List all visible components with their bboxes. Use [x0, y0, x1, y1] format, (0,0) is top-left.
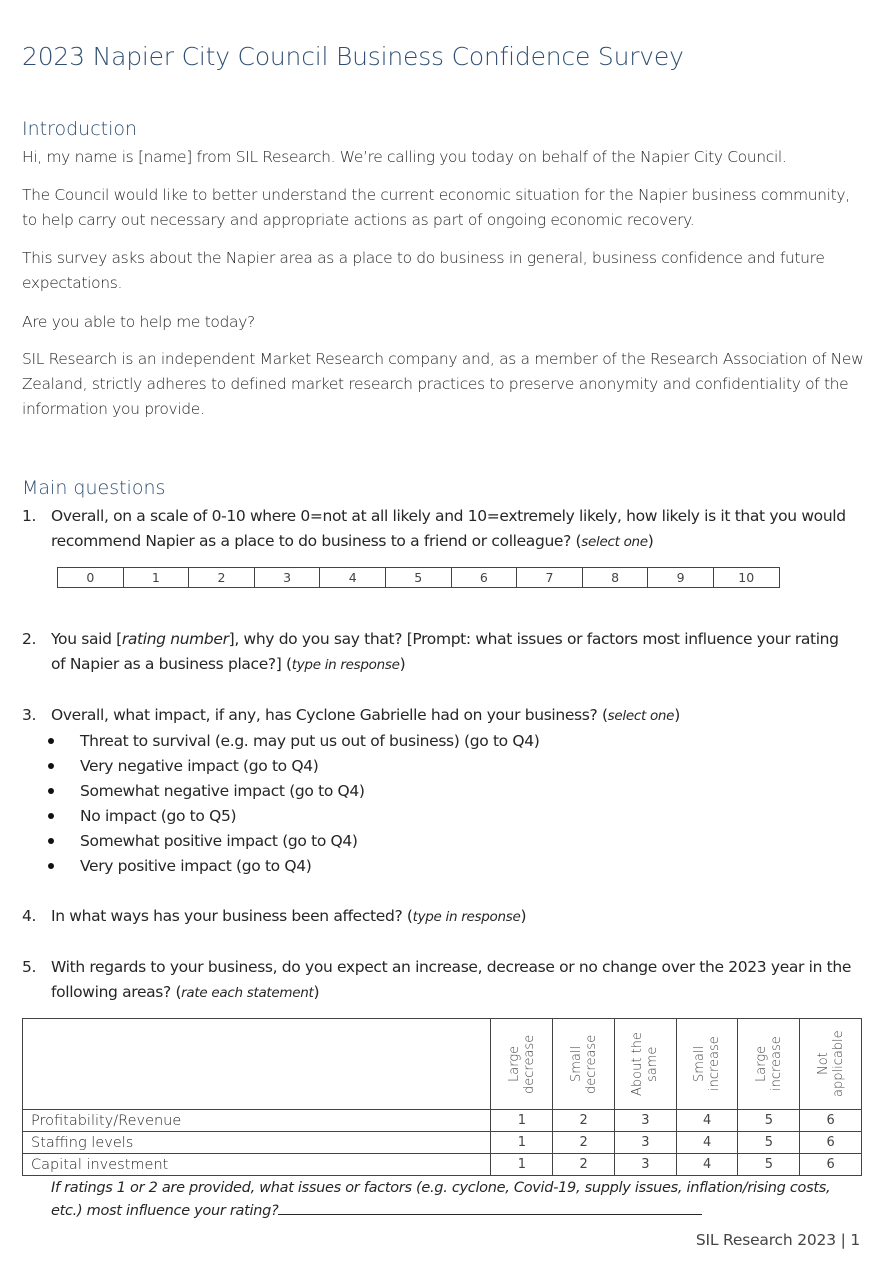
grid-rating-cell[interactable]: 1	[491, 1154, 553, 1176]
follow-up-note: If ratings 1 or 2 are provided, what issues or factors (e.g. cyclone, Covid-19, supply issues, inflation/rising costs, etc.) most influence your rating?	[51, 1180, 831, 1219]
option-item[interactable]	[22, 804, 622, 829]
question-text: Overall, on a scale of 0-10 where 0=not at all likely and 10=extremely likely, how likely is it that you would recommend Napier as a place to do business to a friend or colleague? (select one)	[51, 507, 846, 550]
grid-rating-cell[interactable]: 4	[676, 1154, 738, 1176]
grid-column-header: Large increase	[738, 1019, 800, 1110]
intro-paragraph-3: This survey asks about the Napier area as a place to do business in general, business confidence and future expectations.	[22, 249, 825, 292]
question-2	[22, 627, 852, 678]
option-item[interactable]	[22, 829, 622, 854]
scale-option-4[interactable]: 4	[320, 568, 386, 588]
grid-row	[23, 1132, 862, 1154]
option-item[interactable]	[22, 854, 622, 879]
question-1	[22, 504, 852, 555]
grid-column-header: Not applicable	[800, 1019, 862, 1110]
intro-paragraph-2: The Council would like to better understand the current economic situation for the Napier business community, to help carry out necessary and appropriate actions as part of ongoing economic recovery.	[22, 186, 850, 229]
question-text: You said [rating number], why do you say that? [Prompt: what issues or factors most influence your rating of Napier as a business place?] (type in response)	[51, 630, 839, 673]
grid-row-label: Capital investment	[23, 1154, 491, 1176]
bullet-icon	[48, 788, 54, 794]
grid-rating-cell[interactable]: 1	[491, 1110, 553, 1132]
question-3	[22, 703, 852, 729]
option-label: Somewhat negative impact (go to Q4)	[80, 782, 365, 800]
question-text: With regards to your business, do you expect an increase, decrease or no change over the 2023 year in the following areas? (rate each statement)	[51, 958, 852, 1001]
scale-option-6[interactable]: 6	[451, 568, 517, 588]
grid-rating-cell[interactable]: 5	[738, 1132, 800, 1154]
scale-option-9[interactable]: 9	[648, 568, 714, 588]
grid-rating-cell[interactable]: 3	[614, 1154, 676, 1176]
scale-option-1[interactable]: 1	[123, 568, 189, 588]
intro-heading: Introduction	[22, 118, 138, 140]
intro-paragraph-4: Are you able to help me today?	[22, 313, 255, 331]
grid-column-header: Small decrease	[553, 1019, 615, 1110]
grid-rating-cell[interactable]: 3	[614, 1110, 676, 1132]
grid-column-header: Small increase	[676, 1019, 738, 1110]
bullet-icon	[48, 838, 54, 844]
scale-option-0[interactable]: 0	[58, 568, 124, 588]
intro-paragraph-1: Hi, my name is [name] from SIL Research. We’re calling you today on behalf of the Napier City Council.	[22, 148, 787, 166]
scale-option-10[interactable]: 10	[713, 568, 779, 588]
question-4	[22, 904, 852, 930]
grid-rating-cell[interactable]: 2	[553, 1110, 615, 1132]
question-5	[22, 955, 852, 1006]
bullet-icon	[48, 863, 54, 869]
grid-row-label: Profitability/Revenue	[23, 1110, 491, 1132]
grid-row	[23, 1154, 862, 1176]
grid-rating-cell[interactable]: 6	[800, 1154, 862, 1176]
question-number: 3.	[22, 706, 37, 724]
scale-option-7[interactable]: 7	[517, 568, 583, 588]
grid-rating-cell[interactable]: 2	[553, 1132, 615, 1154]
question-number: 5.	[22, 958, 37, 976]
grid-rating-cell[interactable]: 5	[738, 1110, 800, 1132]
grid-rating-cell[interactable]: 4	[676, 1110, 738, 1132]
bullet-icon	[48, 738, 54, 744]
question-3-options	[22, 729, 622, 879]
intro-paragraph-5: SIL Research is an independent Market Research company and, as a member of the Research Association of New Zealand, strictly adheres to defined market research practices to preserve anonymity and confidentiality of the information you provide.	[22, 350, 864, 418]
grid-rating-cell[interactable]: 4	[676, 1132, 738, 1154]
scale-option-2[interactable]: 2	[189, 568, 255, 588]
main-questions-heading: Main questions	[22, 477, 166, 499]
option-label: Very negative impact (go to Q4)	[80, 757, 319, 775]
grid-rating-cell[interactable]: 2	[553, 1154, 615, 1176]
grid-rating-cell[interactable]: 6	[800, 1110, 862, 1132]
rating-scale	[57, 567, 780, 588]
scale-option-5[interactable]: 5	[385, 568, 451, 588]
question-number: 1.	[22, 507, 37, 525]
scale-option-8[interactable]: 8	[582, 568, 648, 588]
bullet-icon	[48, 763, 54, 769]
grid-column-header: Large decrease	[491, 1019, 553, 1110]
grid-column-header: About the same	[614, 1019, 676, 1110]
bullet-icon	[48, 813, 54, 819]
answer-line	[278, 1200, 702, 1215]
question-number: 4.	[22, 907, 37, 925]
option-label: Somewhat positive impact (go to Q4)	[80, 832, 358, 850]
option-label: No impact (go to Q5)	[80, 807, 237, 825]
grid-rating-cell[interactable]: 6	[800, 1132, 862, 1154]
grid-corner	[23, 1019, 491, 1110]
option-label: Very positive impact (go to Q4)	[80, 857, 312, 875]
question-text: Overall, what impact, if any, has Cyclone Gabrielle had on your business? (select one)	[51, 706, 680, 724]
page-title: 2023 Napier City Council Business Confidence Survey	[22, 42, 684, 71]
option-item[interactable]	[22, 754, 622, 779]
question-number: 2.	[22, 630, 37, 648]
grid-row	[23, 1110, 862, 1132]
option-label: Threat to survival (e.g. may put us out of business) (go to Q4)	[80, 732, 540, 750]
page-footer: SIL Research 2023 | 1	[695, 1231, 860, 1249]
grid-rating-cell[interactable]: 5	[738, 1154, 800, 1176]
option-item[interactable]	[22, 779, 622, 804]
rating-grid	[22, 1018, 862, 1176]
scale-option-3[interactable]: 3	[254, 568, 320, 588]
question-text: In what ways has your business been affected? (type in response)	[51, 907, 527, 925]
option-item[interactable]	[22, 729, 622, 754]
grid-rating-cell[interactable]: 1	[491, 1132, 553, 1154]
grid-row-label: Staffing levels	[23, 1132, 491, 1154]
grid-rating-cell[interactable]: 3	[614, 1132, 676, 1154]
